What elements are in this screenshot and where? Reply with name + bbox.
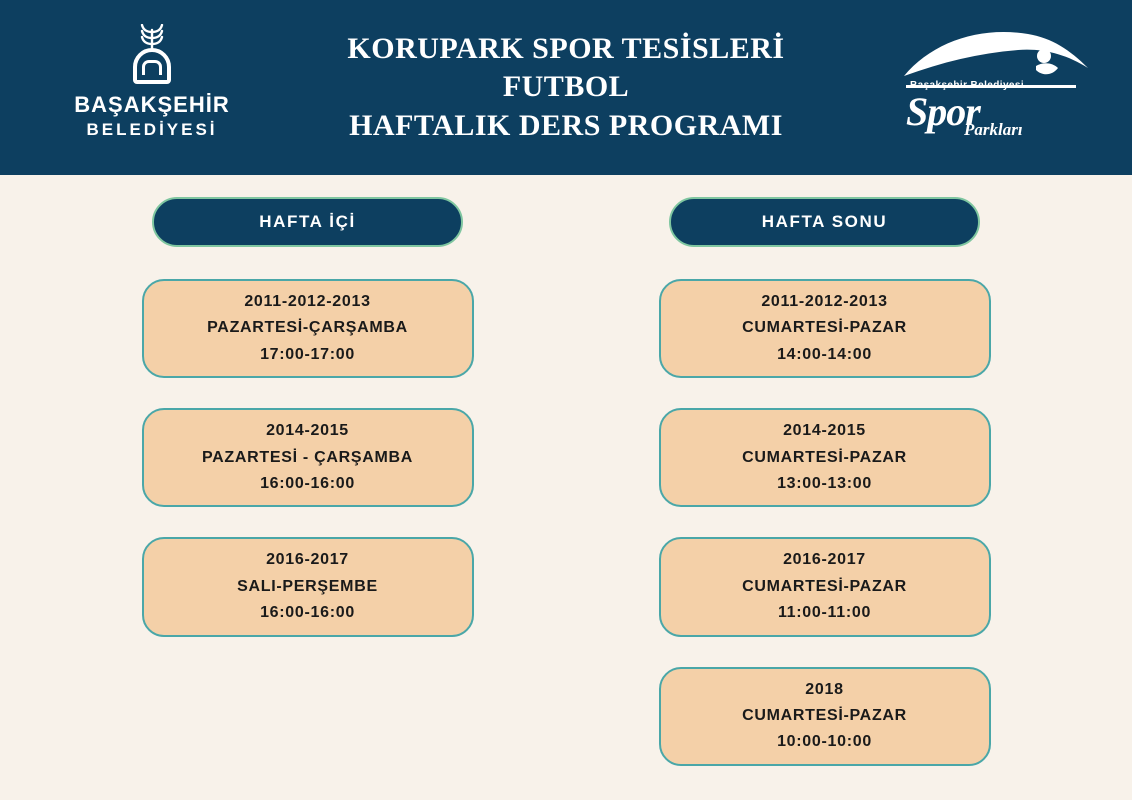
card-hours: 10:00-10:00 [777, 733, 872, 751]
card-days: CUMARTESİ-PAZAR [742, 706, 907, 724]
card-years: 2011-2012-2013 [761, 293, 888, 310]
logo-main-text: Spor [906, 89, 980, 134]
card-years: 2016-2017 [266, 551, 349, 569]
card-years: 2018 [805, 680, 844, 698]
card-days: CUMARTESİ-PAZAR [742, 319, 907, 337]
schedule-columns [0, 197, 1132, 796]
card-hours: 16:00-16:00 [260, 604, 355, 622]
schedule-card [659, 667, 991, 766]
schedule-card [659, 408, 991, 507]
card-hours: 11:00-11:00 [777, 604, 872, 622]
card-days: PAZARTESİ-ÇARŞAMBA [207, 319, 408, 337]
spor-parklari-logo [902, 28, 1092, 150]
page-header [0, 0, 1132, 175]
card-years: 2014-2015 [783, 422, 866, 440]
card-hours: 13:00-13:00 [777, 474, 872, 492]
card-hours: 14:00-14:00 [777, 345, 872, 363]
card-years: 2014-2015 [266, 422, 349, 440]
card-hours: 16:00-16:00 [260, 474, 355, 492]
footer-strip [0, 794, 1132, 800]
schedule-card [142, 279, 474, 378]
title-line-1: KORUPARK SPOR TESİSLERİ [347, 31, 785, 65]
schedule-content [0, 175, 1132, 800]
wheat-dome-icon [122, 24, 182, 86]
card-hours: 17:00-17:00 [260, 345, 355, 363]
schedule-card [142, 408, 474, 507]
weekday-column [145, 197, 470, 796]
athlete-swoosh-icon [902, 28, 1092, 82]
weekend-heading: HAFTA SONU [669, 197, 980, 247]
municipality-name: BAŞAKŞEHİR [74, 92, 230, 117]
card-years: 2016-2017 [783, 551, 866, 569]
card-days: PAZARTESİ - ÇARŞAMBA [201, 448, 414, 466]
page-title [347, 30, 784, 145]
title-line-3: HAFTALIK DERS PROGRAMI [349, 108, 783, 142]
card-days: SALI-PERŞEMBE [237, 577, 378, 595]
dome-icon [133, 48, 171, 84]
weekend-column [662, 197, 987, 796]
weekday-heading: HAFTA İÇİ [152, 197, 463, 247]
municipality-logo [22, 24, 282, 154]
card-years: 2011-2012-2013 [244, 293, 371, 310]
schedule-card [142, 537, 474, 636]
municipality-sub: BELEDİYESİ [86, 120, 218, 139]
schedule-card [659, 279, 991, 378]
schedule-card [659, 537, 991, 636]
logo-sub-text: Parkları [964, 120, 1023, 139]
card-days: CUMARTESİ-PAZAR [742, 448, 907, 466]
card-days: CUMARTESİ-PAZAR [742, 577, 907, 595]
title-line-2: FUTBOL [502, 70, 630, 104]
